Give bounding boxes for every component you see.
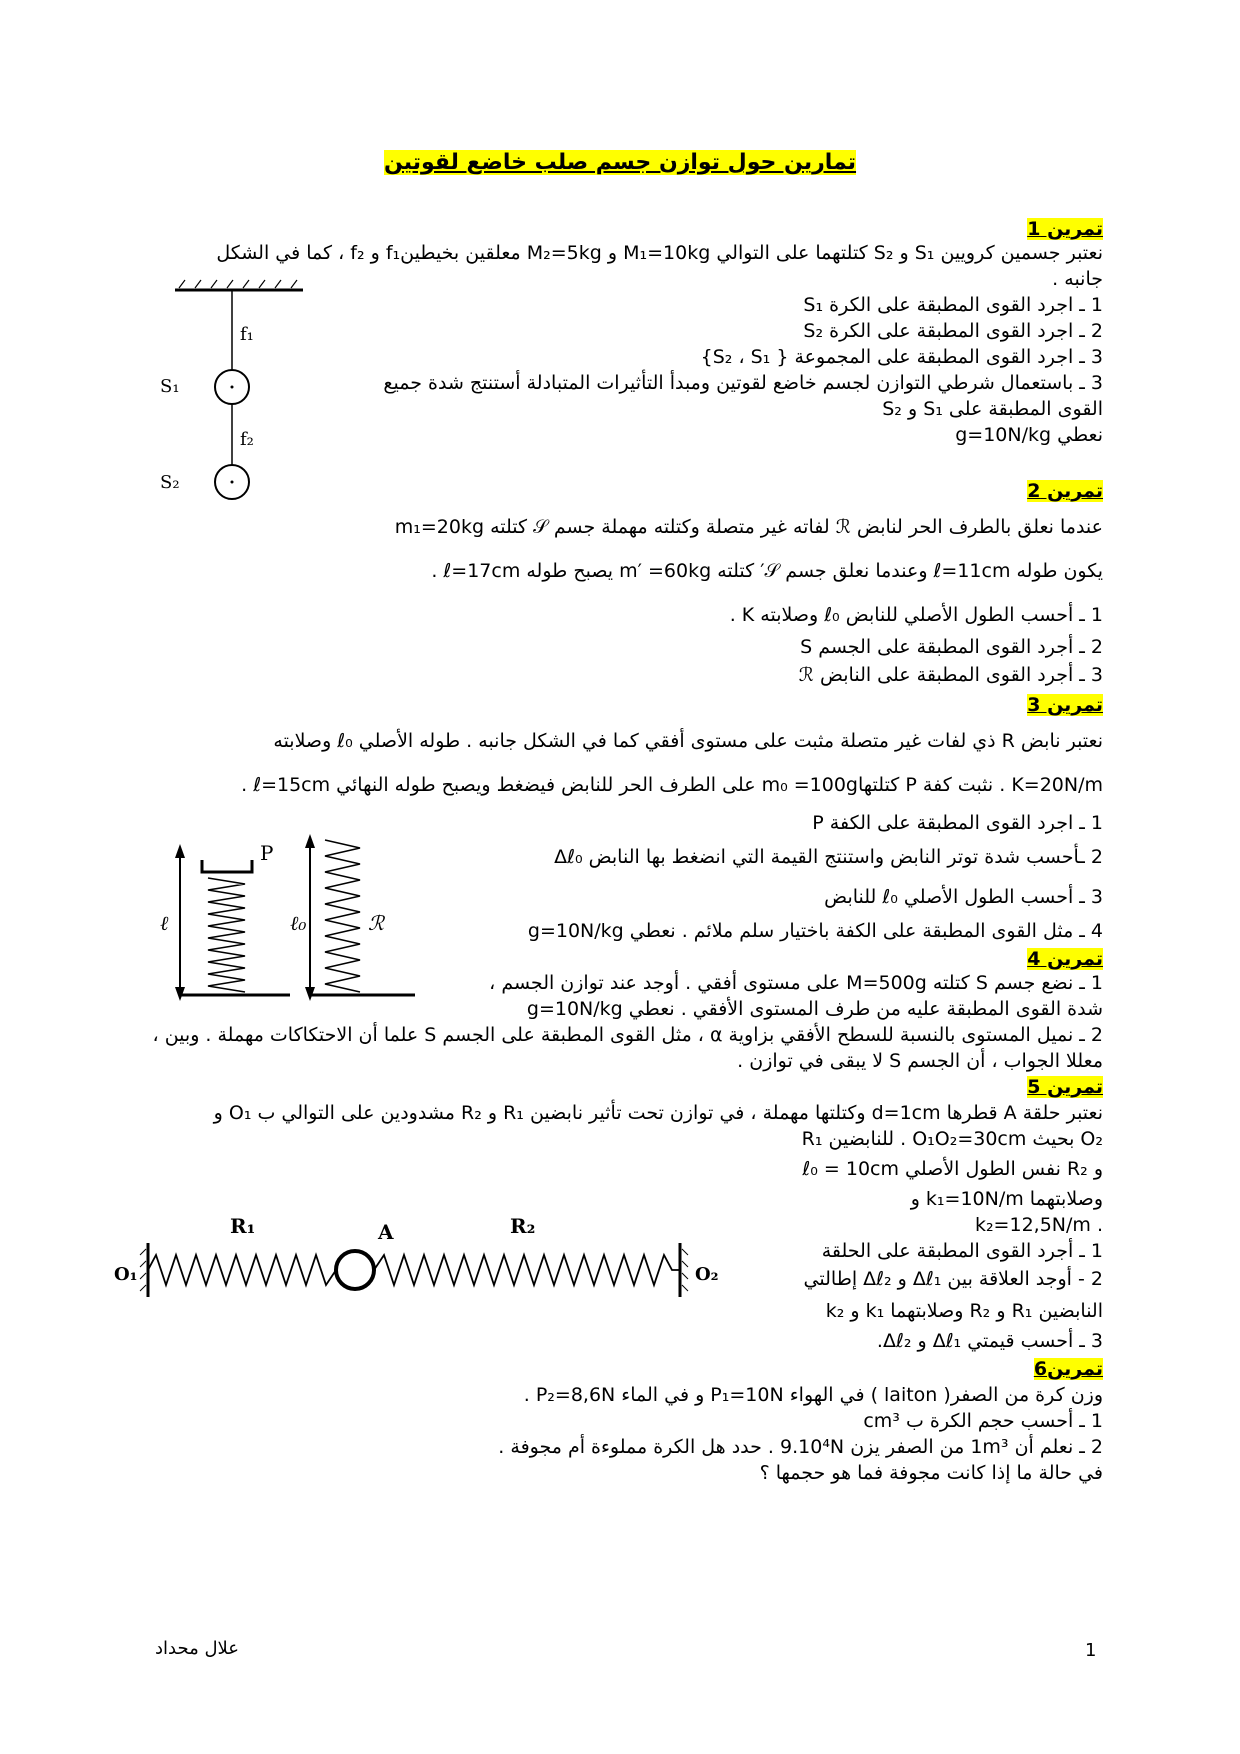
label-r2: R₂ xyxy=(510,1215,536,1238)
ex3-q3: 3 ـ أحسب الطول الأصلي ℓ₀ للنابض xyxy=(824,886,1103,908)
label-a: A xyxy=(378,1220,394,1244)
ex3-q1: 1 ـ اجرد القوى المطبقة على الكفة P xyxy=(812,812,1103,834)
label-s2: S₂ xyxy=(160,472,180,493)
exercise-3-heading: تمرين 3 xyxy=(1027,694,1103,716)
ex5-q2b: النابضين R₁ و R₂ وصلابتهما k₁ و k₂ xyxy=(825,1300,1103,1322)
ex2-line2: يكون طوله ℓ=11cm وعندما نعلق جسم 𝒮′ كتلته m′ =60kg يصبح طوله ℓ=17cm . xyxy=(431,560,1103,582)
ex1-line2: جانبه . xyxy=(1052,268,1103,290)
ex5-q1: 1 ـ أجرد القوى المطبقة على الحلقة xyxy=(821,1240,1103,1262)
label-l: ℓ xyxy=(160,911,169,935)
label-o2: O₂ xyxy=(695,1264,719,1285)
label-o1: O₁ xyxy=(114,1264,138,1285)
ex4-line4: معللا الجواب ، أن الجسم S لا يبقى في توازن . xyxy=(737,1050,1103,1072)
ex1-figure xyxy=(155,270,325,510)
exercise-5-heading: تمرين 5 xyxy=(1027,1076,1103,1098)
ex3-figure xyxy=(150,830,450,1010)
exercise-4-heading: تمرين 4 xyxy=(1027,948,1103,970)
ex5-q3: 3 ـ أحسب قيمتي Δℓ₁ و Δℓ₂. xyxy=(876,1330,1103,1352)
ex1-line1: نعتبر جسمين كرويين S₁ و S₂ كتلتهما على التوالي M₁=10kg و M₂=5kg معلقين بخيطينf₁ و f₂ ، كما في الشكل xyxy=(216,242,1103,264)
label-l0: ℓ₀ xyxy=(290,911,307,935)
ex5-q2: 2 - أوجد العلاقة بين Δℓ₁ و Δℓ₂ إطالتي xyxy=(803,1268,1103,1290)
label-r: ℛ xyxy=(368,911,384,935)
ex6-line1: وزن كرة من الصفر( laiton ) في الهواء P₁=10N و في الماء P₂=8,6N . xyxy=(523,1384,1103,1406)
label-f2: f₂ xyxy=(240,429,254,450)
ex5-line4: وصلابتهما k₁=10N/m و xyxy=(910,1188,1103,1210)
ex6-q2: 2 ـ نعلم أن 1m³ من الصفر يزن 9.10⁴N . حدد هل الكرة مملوءة أم مجوفة . xyxy=(498,1436,1103,1458)
ex1-given: نعطي g=10N/kg xyxy=(955,424,1103,446)
ex2-line1: عندما نعلق بالطرف الحر لنابض ℛ لفاته غير متصلة وكتلته مهملة جسم 𝒮 كتلته m₁=20kg xyxy=(394,516,1103,538)
ex1-q3: 3 ـ اجرد القوى المطبقة على المجموعة { S₂ ، S₁} xyxy=(700,346,1103,368)
ex1-q2: 2 ـ اجرد القوى المطبقة على الكرة S₂ xyxy=(803,320,1103,342)
ex6-q1: 1 ـ أحسب حجم الكرة ب cm³ xyxy=(863,1410,1103,1432)
ex3-q4: 4 ـ مثل القوى المطبقة على الكفة باختيار سلم ملائم . نعطي g=10N/kg xyxy=(527,920,1103,942)
ex5-line5: . k₂=12,5N/m xyxy=(974,1214,1103,1236)
ex1-q4a: 3 ـ باستعمال شرطي التوازن لجسم خاضع لقوتين ومبدأ التأثيرات المتبادلة أستنتج شدة جميع xyxy=(383,372,1103,394)
exercise-6-heading: تمرين6 xyxy=(1033,1358,1103,1380)
ex2-q1: 1 ـ أحسب الطول الأصلي للنابض ℓ₀ وصلابته K . xyxy=(729,604,1103,626)
ex5-line1: نعتبر حلقة A قطرها d=1cm وكتلتها مهملة ، في توازن تحت تأثير نابضين R₁ و R₂ مشدودين على التوالي ب O₁ و xyxy=(213,1102,1103,1124)
exercise-1-heading: تمرين 1 xyxy=(1027,218,1103,240)
ex5-figure xyxy=(110,1215,730,1305)
page-title: تمارين حول توازن جسم صلب خاضع لقوتين xyxy=(383,150,857,175)
ex3-q2: 2 ـأحسب شدة توتر النابض واستنتج القيمة التي انضغط بها النابض Δℓ₀ xyxy=(554,846,1103,868)
ex2-q2: 2 ـ أجرد القوى المطبقة على الجسم S xyxy=(800,636,1103,658)
ex1-q4b: القوى المطبقة على S₁ و S₂ xyxy=(882,398,1103,420)
ex3-line1: نعتبر نابض R ذي لفات غير متصلة مثبت على مستوى أفقي كما في الشكل جانبه . طوله الأصلي ℓ₀ وصلابته xyxy=(273,730,1103,752)
label-p: P xyxy=(260,841,274,865)
ex4-line3: 2 ـ نميل المستوى بالنسبة للسطح الأفقي بزاوية α ، مثل القوى المطبقة على الجسم S علما أن الاحتكاكات مهملة . وبين ، xyxy=(152,1024,1103,1046)
ex1-q1: 1 ـ اجرد القوى المطبقة على الكرة S₁ xyxy=(803,294,1103,316)
ex4-line2: شدة القوى المطبقة عليه من طرف المستوى الأفقي . نعطي g=10N/kg xyxy=(526,998,1103,1020)
page-number: 1 xyxy=(1085,1640,1097,1661)
label-r1: R₁ xyxy=(230,1215,256,1238)
footer-author: علال محداد xyxy=(155,1638,240,1659)
ex5-line3: و R₂ نفس الطول الأصلي ℓ₀ = 10cm xyxy=(802,1158,1103,1180)
ex6-q3: في حالة ما إذا كانت مجوفة فما هو حجمها ؟ xyxy=(759,1462,1103,1484)
ex2-q3: 3 ـ أجرد القوى المطبقة على النابض ℛ xyxy=(798,664,1103,686)
ex5-line2: O₂ بحيث O₁O₂=30cm . للنابضين R₁ xyxy=(801,1128,1103,1150)
label-f1: f₁ xyxy=(240,324,254,345)
ex4-line1: 1 ـ نضع جسم S كتلته M=500g على مستوى أفقي . أوجد عند توازن الجسم ، xyxy=(489,972,1103,994)
label-s1: S₁ xyxy=(160,376,180,397)
exercise-2-heading: تمرين 2 xyxy=(1027,480,1103,502)
ex3-line2: K=20N/m . نثبت كفة P كتلتهاm₀ =100g على الطرف الحر للنابض فيضغط ويصبح طوله النهائي ℓ=15cm . xyxy=(241,774,1103,796)
